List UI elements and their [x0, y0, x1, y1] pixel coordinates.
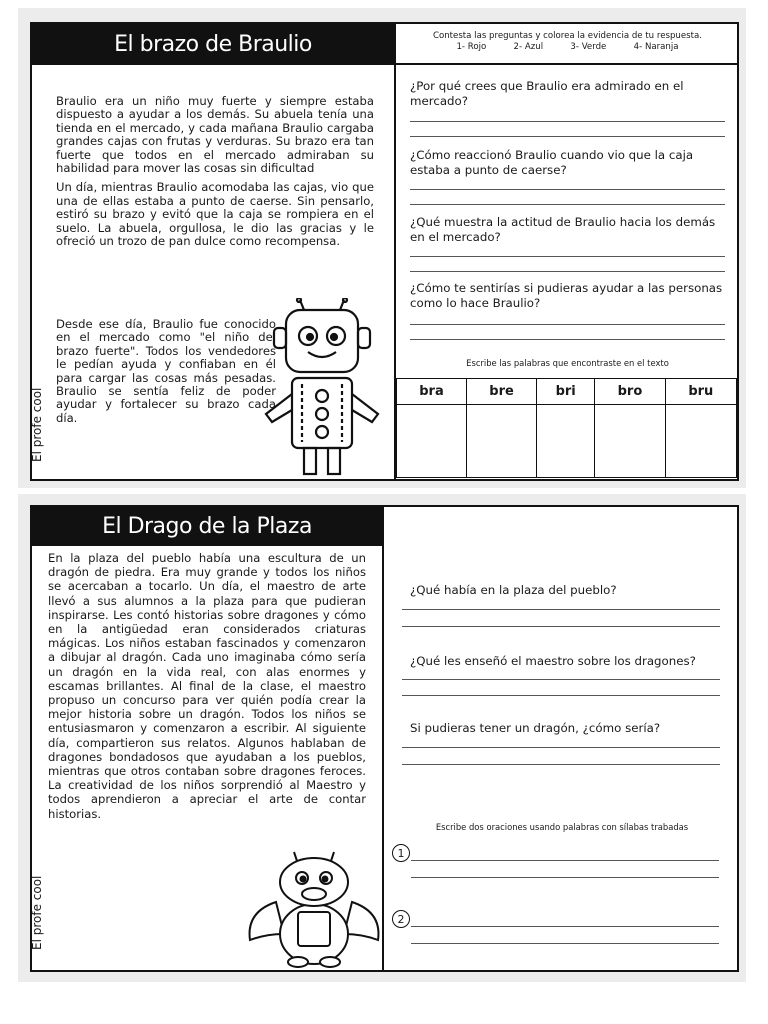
syllable-table	[396, 378, 737, 478]
card2-answer-line[interactable]	[402, 626, 720, 627]
card1-title: El brazo de Braulio	[32, 24, 394, 64]
robot-illustration	[252, 298, 392, 478]
syllable-header: bre	[466, 379, 536, 405]
card1-title-underline	[32, 63, 737, 65]
card1-instructions-line1: Contesta las preguntas y colorea la evidencia de tu respuesta.	[432, 31, 703, 41]
card1-story-paragraph-2: Un día, mientras Braulio acomodaba las cajas, vio que una de ellas estaba a punto de caerse. Sin pensarlo, estiró su brazo y evitó que la caja se rompiera en el suelo. La abuela, orgullosa, le dio las gracias y le ofreció un trozo de pan dulce como recompensa.	[56, 180, 374, 249]
card1-question-2: ¿Cómo reaccionó Braulio cuando vio que la caja estaba a punto de caerse?	[410, 148, 694, 177]
card1-story-paragraph-3: Desde ese día, Braulio fue conocido en el mercado como "el niño del brazo fuerte". Todos los vendedores le pedían ayuda y confiaban en él para cargar las cosas más pesadas. Braulio se sentía feliz de poder ayudar y fortalecer su brazo cada día.	[56, 317, 276, 425]
syllable-header: bru	[665, 379, 736, 405]
syllable-answer-cell[interactable]	[397, 405, 467, 478]
sentence-number-2: 2	[392, 910, 410, 928]
card2-sentence-caption: Escribe dos oraciones usando palabras con sílabas trabadas	[435, 822, 689, 832]
card1-table-caption: Escribe las palabras que encontraste en el texto	[466, 358, 669, 368]
card2-side-label: El profe cool	[30, 875, 44, 950]
card1-answer-line[interactable]	[410, 324, 725, 325]
card2-sentence-line[interactable]	[411, 926, 719, 927]
card2-sentence-line[interactable]	[411, 860, 719, 861]
card2-question-3: Si pudieras tener un dragón, ¿cómo sería?	[410, 721, 661, 735]
card1-answer-line[interactable]	[410, 256, 725, 257]
dragon-illustration	[246, 842, 382, 970]
card1-answer-line[interactable]	[410, 189, 725, 190]
card1-answer-line[interactable]	[410, 121, 725, 122]
syllable-answer-cell[interactable]	[595, 405, 665, 478]
card1-question-3: ¿Qué muestra la actitud de Braulio hacia los demás en el mercado?	[410, 215, 716, 244]
card2-title: El Drago de la Plaza	[32, 507, 382, 545]
card2-answer-line[interactable]	[402, 679, 720, 680]
card2-sentence-line[interactable]	[411, 943, 719, 944]
card1-question-4: ¿Cómo te sentirías si pudieras ayudar a las personas como lo hace Braulio?	[410, 281, 723, 310]
card2-question-1: ¿Qué había en la plaza del pueblo?	[410, 583, 617, 597]
card2-answer-line[interactable]	[402, 695, 720, 696]
card1-question-1: ¿Por qué crees que Braulio era admirado en el mercado?	[410, 79, 684, 108]
sentence-number-1: 1	[392, 844, 410, 862]
card1-story-paragraph-1: Braulio era un niño muy fuerte y siempre estaba dispuesto a ayudar a los demás. Su abuela tenía una tienda en el mercado, y cada mañana Braulio cargaba grandes cajas con frutas y verduras. Su brazo era tan fuerte que todos en el mercado admiraban su habilidad para mover las cosas sin dificultad	[56, 94, 374, 176]
syllable-header: bra	[397, 379, 467, 405]
card2-answer-line[interactable]	[402, 609, 720, 610]
syllable-header: bri	[537, 379, 595, 405]
card1-answer-line[interactable]	[410, 271, 725, 272]
syllable-answer-cell[interactable]	[665, 405, 736, 478]
card2-answer-line[interactable]	[402, 764, 720, 765]
syllable-answer-cell[interactable]	[537, 405, 595, 478]
card2-question-2: ¿Qué les enseñó el maestro sobre los dragones?	[410, 654, 696, 668]
card1-instructions-line2: 1- Rojo 2- Azul 3- Verde 4- Naranja	[456, 42, 679, 52]
card2-title-underline	[32, 544, 382, 546]
card2-column-divider	[382, 507, 384, 970]
card1-answer-line[interactable]	[410, 339, 725, 340]
card2-sentence-line[interactable]	[411, 877, 719, 878]
card1-side-label: El profe cool	[30, 387, 44, 462]
card1-answer-line[interactable]	[410, 136, 725, 137]
syllable-answer-cell[interactable]	[466, 405, 536, 478]
card1-story	[56, 95, 374, 254]
card2-answer-line[interactable]	[402, 747, 720, 748]
card1-answer-line[interactable]	[410, 204, 725, 205]
card2-story: En la plaza del pueblo había una escultura de un dragón de piedra. Era muy grande y todos los niños se acercaban a tocarlo. Un día, el maestro de arte llevó a sus alumnos a la plaza para que pudieran inspirarse. Les contó historias sobre dragones y cómo en la antigüedad eran considerados criaturas mágicas. Los niños estaban fascinados y comenzaron a dibujar al dragón. Cada uno imaginaba cómo sería un dragón en la vida real, con alas enormes y escamas brillantes. Al final de la clase, el maestro propuso un concurso para ver quién podía crear la mejor historia sobre un dragón. Todos los niños se entusiasmaron y comenzaron a escribir. Al siguiente día, compartieron sus relatos. Algunos hablaban de dragones bondadosos que ayudaban a los pueblos, mientras que otros contaban sobre dragones feroces. La creatividad de los niños sorprendió al Maestro y todos aprendieron a apreciar el arte de contar historias.	[48, 551, 366, 821]
syllable-header: bro	[595, 379, 665, 405]
